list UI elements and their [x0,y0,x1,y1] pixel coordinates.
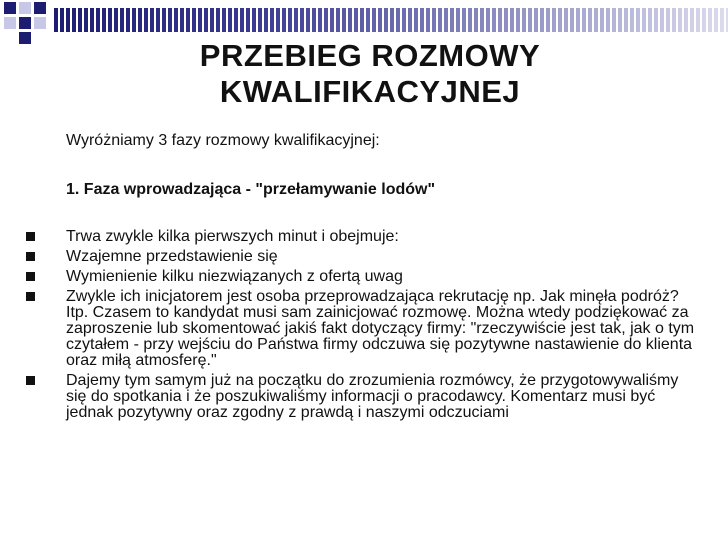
square-dark-1 [4,2,16,14]
square-light-3 [34,17,46,29]
square-bullet-icon [26,252,35,261]
list-item-text: Zwykle ich inicjatorem jest osoba przeprowadzająca rekrutację np. Jak minęła podróż? Itp. Czasem to kandydat musi sam zainicjować rozmowę. Można wtedy podziękować za zaproszenie lub skomentować jakiś fakt dotyczący firmy: "rzeczywiście jest tak, jak o tym czytałem - przy wejściu do Państwa firmy odczuwa się pozytywne nastawienie do klienta oraz miłą atmosferę." [66,288,695,369]
list-item-text: Trwa zwykle kilka pierwszych minut i obejmuje: [66,228,399,245]
list-item [22,373,702,421]
square-dark-3 [19,17,31,29]
phase-heading: 1. Faza wprowadzająca - "przełamywanie lodów" [66,181,436,198]
decorative-squares [0,0,60,50]
slide-title [110,38,630,110]
list-item [22,269,702,285]
square-light-1 [19,2,31,14]
square-dark-4 [19,32,31,44]
list-item-text: Dajemy tym samym już na początku do zrozumienia rozmówcy, że przygotowywaliśmy się do spotkania i że poszukiwaliśmy informacji o pracodawcy. Komentarz musi być jednak pozytywny oraz zgodny z prawdą i naszymi odczuciami [66,372,679,421]
title-line-2: KWALIFIKACYJNEJ [219,74,521,109]
list-item [22,249,702,265]
list-item-text: Wzajemne przedstawienie się [66,248,278,265]
square-bullet-icon [26,272,35,281]
list-item-text: Wymienienie kilku niezwiązanych z ofertą uwag [66,268,403,285]
bullet-list [22,229,702,425]
list-item [22,289,702,369]
square-light-2 [4,17,16,29]
list-item [22,229,702,245]
header-stripe [52,8,728,32]
square-bullet-icon [26,376,35,385]
square-bullet-icon [26,292,35,301]
intro-text: Wyróżniamy 3 fazy rozmowy kwalifikacyjnej: [66,132,380,149]
square-bullet-icon [26,232,35,241]
title-line-1: PRZEBIEG ROZMOWY [199,38,541,73]
square-dark-2 [34,2,46,14]
